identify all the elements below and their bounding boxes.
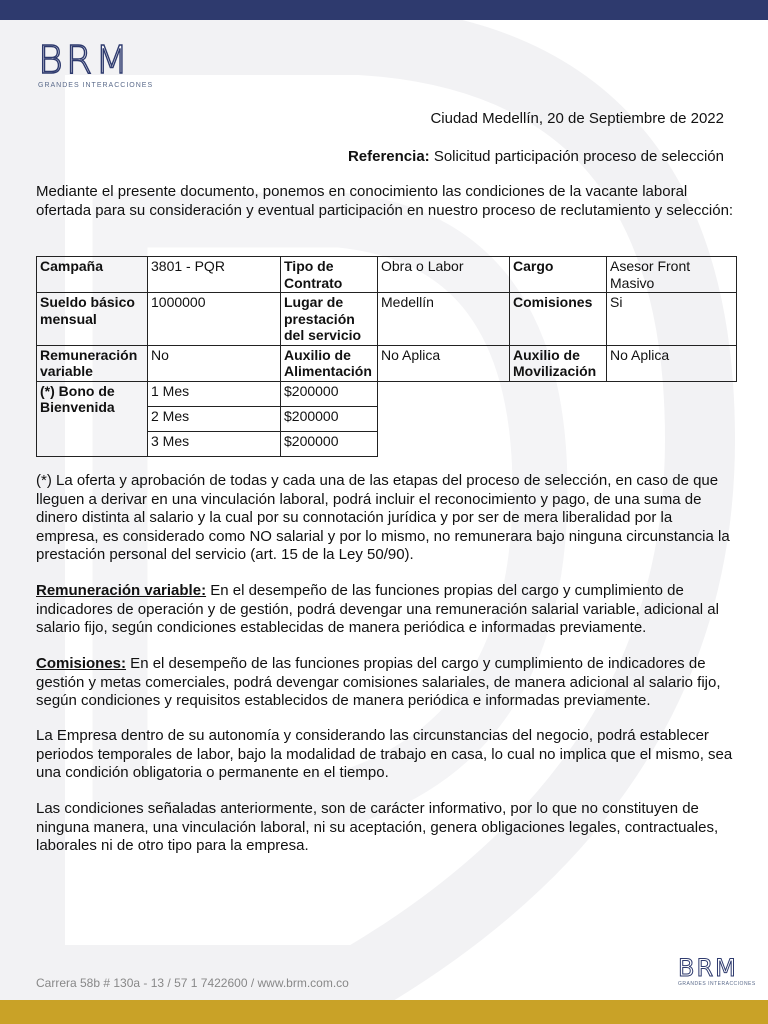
sueldo-value: 1000000: [148, 293, 281, 346]
condiciones-paragraph: Las condiciones señaladas anteriormente, son de carácter informativo, por lo que no constituyen de ninguna manera, una vinculación laboral, ni su aceptación, genera obligaciones legales, contractuales, laborales ni de otro tipo para la empresa.: [36, 800, 719, 854]
tipo-contrato-value: Obra o Labor: [378, 257, 510, 293]
reference-label: Referencia:: [347, 148, 430, 165]
aux-alimentacion-value: No Aplica: [378, 345, 510, 381]
bono-amount-3: $200000: [281, 431, 378, 456]
footer-logo-text: BRM: [678, 954, 738, 982]
logo-text: BRM: [38, 38, 132, 82]
date-line: Ciudad Medellín, 20 de Septiembre de 2022: [430, 110, 724, 127]
table-row: [37, 345, 737, 381]
campana-value: 3801 - PQR: [148, 257, 281, 293]
table-row: [37, 381, 737, 406]
autonomia-paragraph: La Empresa dentro de su autonomía y considerando las circunstancias del negocio, podrá establecer periodos temporales de labor, bajo la modalidad de trabajo en casa, lo cual no implica que el mismo, sea una condición obligatoria o permanente en el tiempo.: [36, 727, 733, 781]
bottom-color-bar: [0, 1000, 768, 1024]
comisiones-text: En el desempeño de las funciones propias del cargo y cumplimiento de indicadores de gestión y metas comerciales, podrá devengar comisiones salariales, de manera adicional al salario fijo, según condiciones y requisitos establecidos de manera periódica e informadas previamente.: [36, 655, 721, 709]
table-row: [37, 257, 737, 293]
aux-movilizacion-value: No Aplica: [607, 345, 737, 381]
logo-subtitle: GRANDES INTERACCIONES: [38, 82, 154, 89]
remuneracion-label: Remuneración variable: [37, 345, 148, 381]
empty-cell: [378, 406, 737, 431]
top-color-bar: [0, 0, 768, 20]
reference-line: [348, 148, 724, 165]
tipo-contrato-label: Tipo de Contrato: [281, 257, 378, 293]
cargo-label: Cargo: [510, 257, 607, 293]
comisiones-value: Si: [607, 293, 737, 346]
conditions-table: [36, 256, 737, 457]
footer-logo: [678, 955, 758, 987]
intro-paragraph: Mediante el presente documento, ponemos en conocimiento las condiciones de la vacante laboral ofertada para su consideración y eventual participación en nuestro proceso de reclutamiento y selección:: [36, 183, 734, 219]
remuneracion-paragraph: [36, 582, 736, 638]
footer-address: Carrera 58b # 130a - 13 / 57 1 7422600 / www.brm.com.co: [36, 976, 349, 990]
aux-movilizacion-label: Auxilio de Movilización: [510, 345, 607, 381]
sueldo-label: Sueldo básico mensual: [37, 293, 148, 346]
comisiones-label: Comisiones: [510, 293, 607, 346]
company-logo: [38, 40, 162, 89]
bono-period-1: 1 Mes: [148, 381, 281, 406]
comisiones-title: Comisiones:: [36, 655, 127, 672]
lugar-value: Medellín: [378, 293, 510, 346]
table-row: [37, 293, 737, 346]
campana-label: Campaña: [37, 257, 148, 293]
lugar-label: Lugar de prestación del servicio: [281, 293, 378, 346]
bono-period-2: 2 Mes: [148, 406, 281, 431]
bono-label: (*) Bono de Bienvenida: [37, 381, 148, 456]
comisiones-paragraph: [36, 655, 736, 711]
aux-alimentacion-label: Auxilio de Alimentación: [281, 345, 378, 381]
empty-cell: [378, 431, 737, 456]
cargo-value: Asesor Front Masivo: [607, 257, 737, 293]
reference-text: Solicitud participación proceso de selección: [429, 148, 724, 165]
bono-period-3: 3 Mes: [148, 431, 281, 456]
empty-cell: [378, 381, 737, 406]
bono-note-paragraph: (*) La oferta y aprobación de todas y cada una de las etapas del proceso de selección, en caso de que lleguen a derivar en una vinculación laboral, podrá incluir el reconocimiento y pago, de una suma de dinero distinta al salario y la cual por su connotación jurídica y por ser de mera liberalidad por la empresa, es considerado como NO salarial y por lo mismo, no remunerara bajo ninguna circunstancia la prestación personal del servicio (art. 15 de la Ley 50/90).: [36, 472, 730, 563]
remuneracion-title: Remuneración variable:: [36, 582, 207, 599]
remuneracion-value: No: [148, 345, 281, 381]
footer-logo-subtitle: GRANDES INTERACCIONES: [678, 981, 756, 987]
bono-amount-2: $200000: [281, 406, 378, 431]
bono-amount-1: $200000: [281, 381, 378, 406]
remuneracion-text: En el desempeño de las funciones propias del cargo y cumplimiento de indicadores de operación y de gestión, podrá devengar una remuneración salarial variable, adicional al salario fijo, según condiciones establecidas de manera periódica e informadas previamente.: [36, 582, 719, 636]
